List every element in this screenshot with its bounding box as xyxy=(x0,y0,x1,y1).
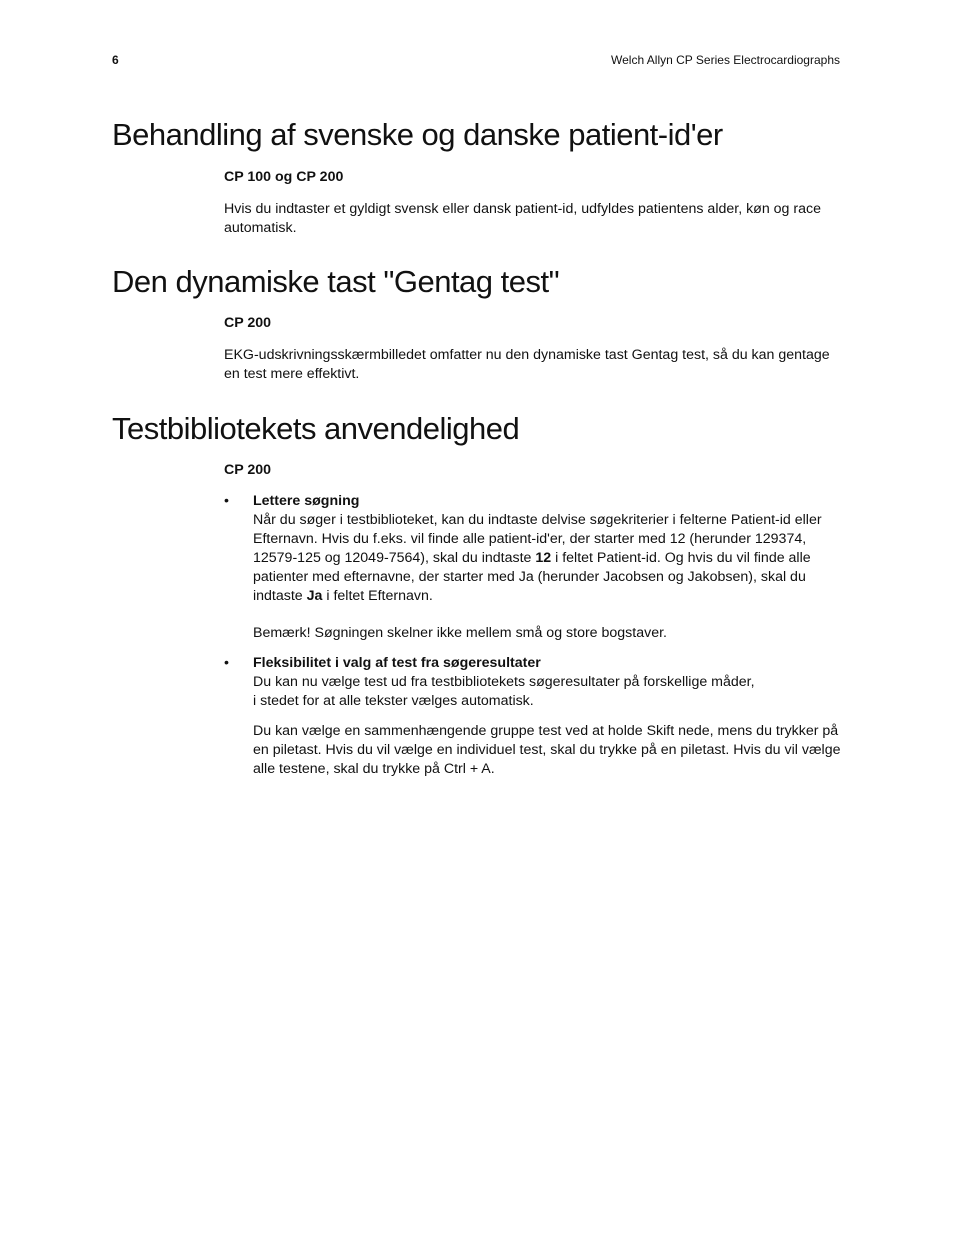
bullet-marker: • xyxy=(224,655,229,671)
section-title-test-library: Testbibliotekets anvendelighed xyxy=(112,411,520,446)
bullet-body xyxy=(253,492,845,643)
bullet-text-line-1: Du kan nu vælge test ud fra testbibliotekets søgeresultater på forskellige måder, xyxy=(253,674,755,690)
bullet-text: Når du søger i testbiblioteket, kan du indtaste delvise søgekriterier i felterne Patient-id eller Efternavn. Hvis du f.eks. vil finde alle patient-id'er, der starter med 12 (herunder 129374, 12579-125 og 12049-7564), skal du indtaste 12 i feltet Patient-id. Og hvis du vil finde alle patienter med efternavne, der starter med Ja (herunder Jacobsen og Jakobsen), skal du indtaste Ja i feltet Efternavn. xyxy=(253,512,822,604)
section-body-patient-id: Hvis du indtaster et gyldigt svensk eller dansk patient-id, udfyldes patientens alder, køn og race automatisk. xyxy=(224,201,821,236)
bullet-note: Bemærk! Søgningen skelner ikke mellem små og store bogstaver. xyxy=(253,625,667,641)
bullet-heading: Fleksibilitet i valg af test fra søgeresultater xyxy=(253,655,541,671)
bold-value-12: 12 xyxy=(535,550,552,566)
section-title-repeat-test: Den dynamiske tast "Gentag test" xyxy=(112,264,560,299)
bullet-paragraph: Du kan vælge en sammenhængende gruppe test ved at holde Skift nede, mens du trykker på en piletast. Hvis du vil vælge en individuel test, skal du trykke på en piletast. Hvis du vil vælge alle testene, skal du trykke på Ctrl + A. xyxy=(253,723,841,777)
bullet-heading: Lettere søgning xyxy=(253,493,360,509)
bullet-body xyxy=(253,654,845,779)
section-title-patient-id: Behandling af svenske og danske patient-id'er xyxy=(112,117,723,152)
section-subtitle-patient-id: CP 100 og CP 200 xyxy=(224,169,344,185)
section-subtitle-test-library: CP 200 xyxy=(224,462,272,478)
section-subtitle-repeat-test: CP 200 xyxy=(224,315,272,331)
bullet-text-line-2: i stedet for at alle tekster vælges automatisk. xyxy=(253,693,534,709)
section-body-repeat-test: EKG-udskrivningsskærmbilledet omfatter nu den dynamiske tast Gentag test, så du kan gentage en test mere effektivt. xyxy=(224,347,830,382)
running-title: Welch Allyn CP Series Electrocardiographs xyxy=(611,53,840,67)
bold-value-ja: Ja xyxy=(306,588,323,604)
page-number: 6 xyxy=(112,53,119,67)
bullet-marker: • xyxy=(224,493,229,509)
